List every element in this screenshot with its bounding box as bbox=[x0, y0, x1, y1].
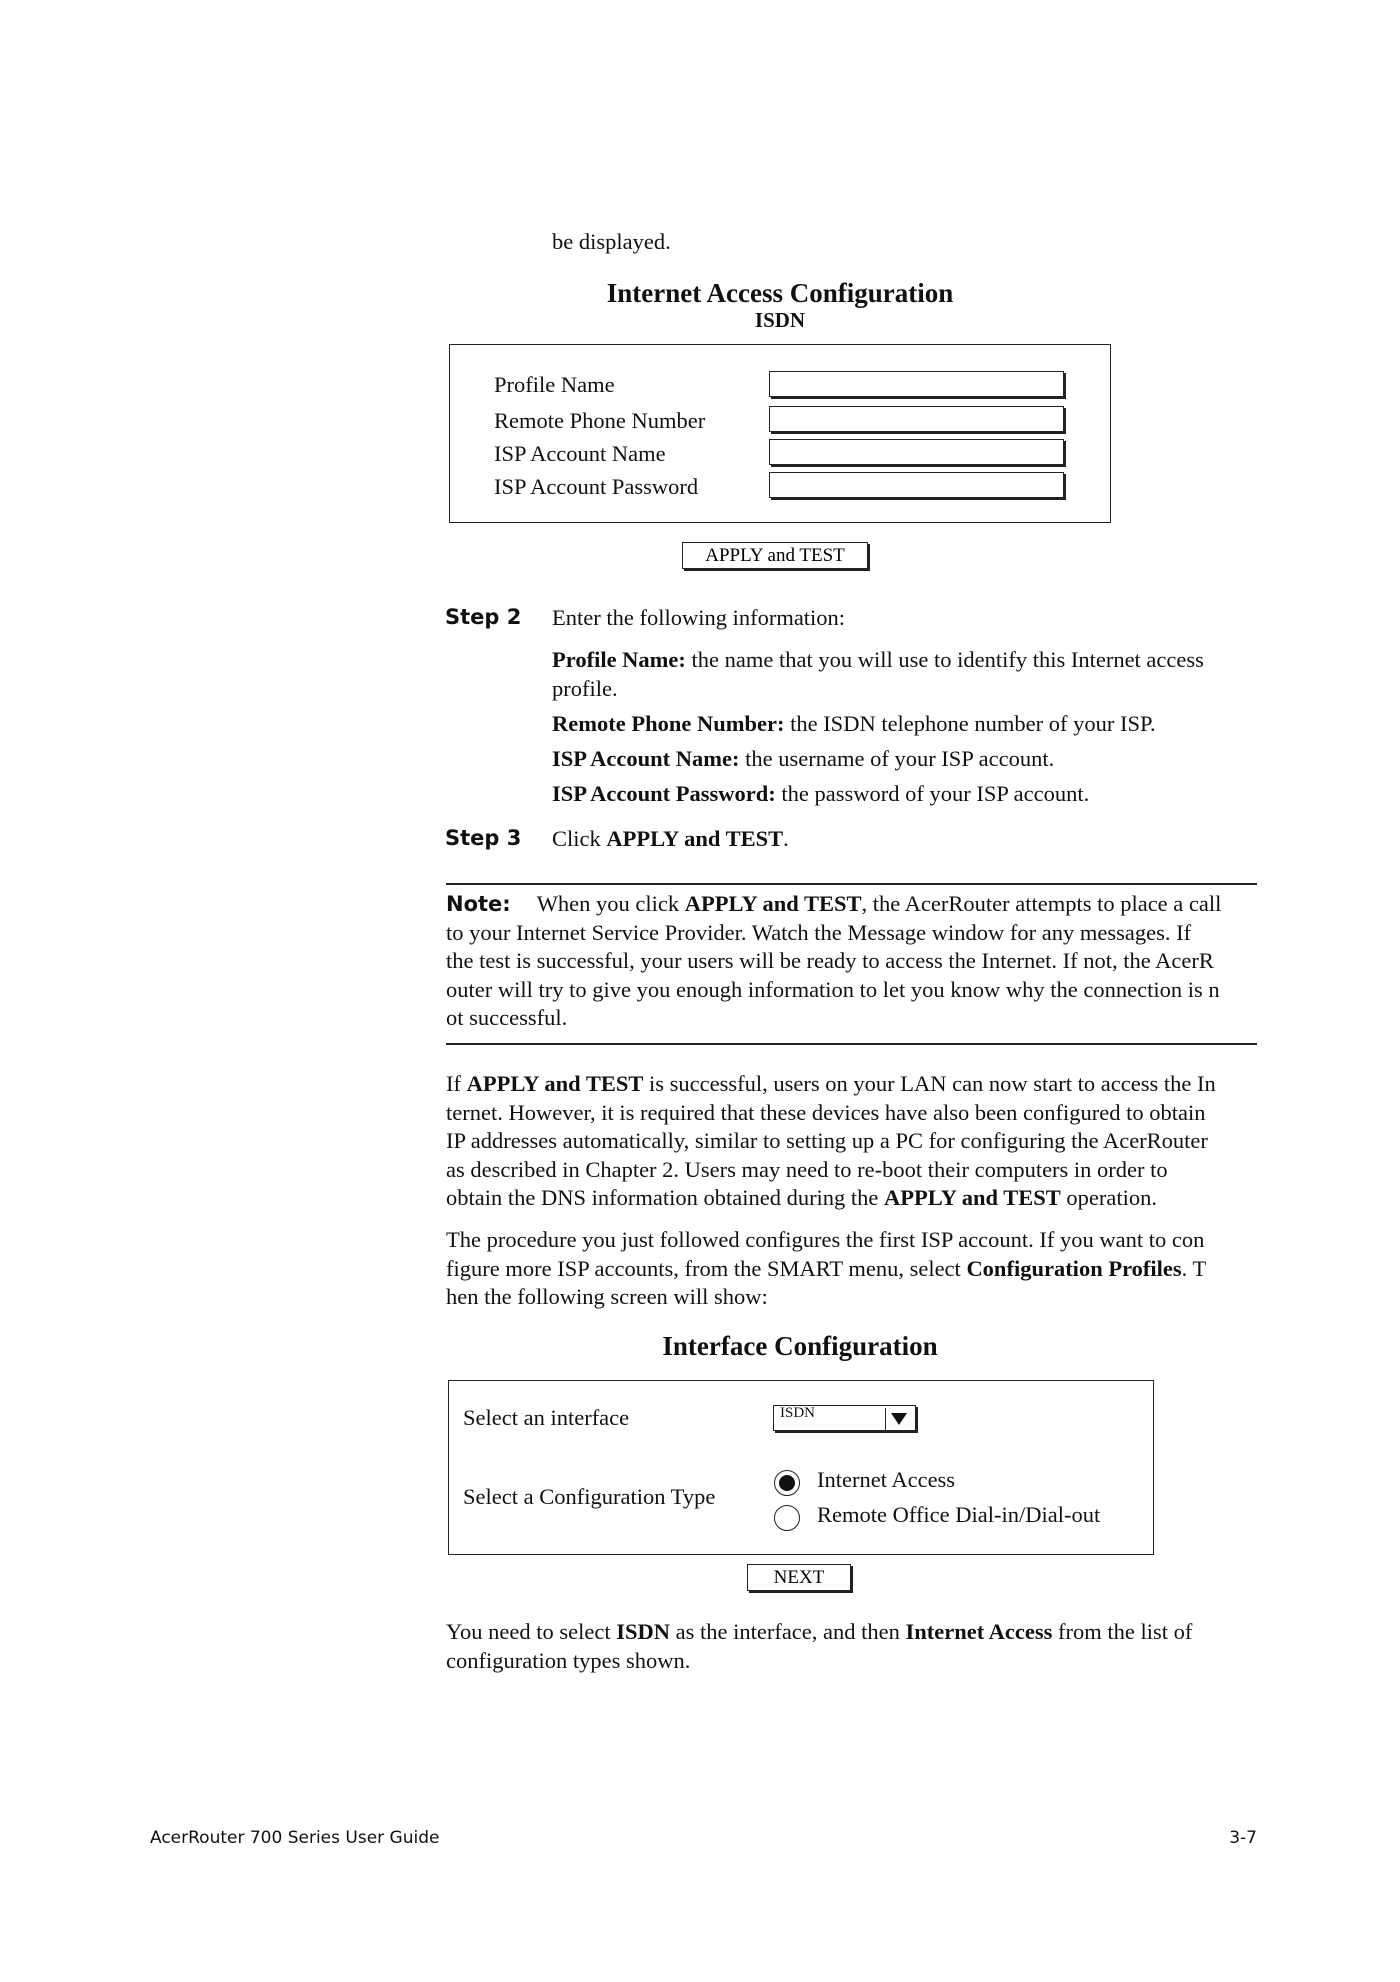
step2-item-remote-phone: Remote Phone Number: the ISDN telephone number of your ISP. bbox=[552, 711, 1156, 736]
note-label: Note: bbox=[446, 892, 511, 916]
step3-text: Click APPLY and TEST. bbox=[552, 826, 789, 851]
note-top-rule bbox=[446, 883, 1257, 885]
internet-access-subtitle: ISDN bbox=[754, 308, 806, 332]
paragraph-more-isp-accounts: The procedure you just followed configures the first ISP account. If you want to con figure more ISP accounts, from the SMART menu, select Configuration Profiles. T hen the following screen will show: bbox=[446, 1227, 1207, 1309]
isp-account-password-label: ISP Account Password bbox=[494, 474, 699, 499]
isp-account-name-label: ISP Account Name bbox=[494, 441, 666, 466]
config-type-label: Select a Configuration Type bbox=[463, 1484, 716, 1509]
remote-phone-number-field[interactable] bbox=[769, 406, 1064, 432]
intro-text: be displayed. bbox=[552, 229, 671, 254]
chevron-down-icon bbox=[885, 1408, 913, 1430]
footer-title: AcerRouter 700 Series User Guide bbox=[150, 1828, 440, 1848]
option-remote-office-label: Remote Office Dial-in/Dial-out bbox=[817, 1502, 1101, 1527]
remote-phone-number-label: Remote Phone Number bbox=[494, 408, 706, 433]
interface-config-title: Interface Configuration bbox=[662, 1331, 938, 1361]
apply-and-test-button[interactable]: APPLY and TEST bbox=[682, 542, 868, 569]
profile-name-label: Profile Name bbox=[494, 372, 615, 397]
interface-config-form bbox=[448, 1380, 1154, 1555]
isp-account-name-field[interactable] bbox=[769, 439, 1064, 465]
step3-label: Step 3 bbox=[445, 826, 522, 850]
step2-item-isp-account-name: ISP Account Name: the username of your ISP account. bbox=[552, 746, 1055, 771]
profile-name-field[interactable] bbox=[769, 371, 1064, 397]
internet-access-title: Internet Access Configuration bbox=[606, 278, 954, 308]
paragraph-apply-test-success: If APPLY and TEST is successful, users on your LAN can now start to access the In ternet. However, it is required that these devices have also been configured to obtain IP addresses automatically, similar to setting up a PC for configuring the AcerRouter as described in Chapter 2. Users may need to re-boot their computers in order to obtain the DNS information obtained during the APPLY and TEST operation. bbox=[446, 1071, 1216, 1210]
next-button[interactable]: NEXT bbox=[747, 1564, 851, 1591]
step2-item-isp-account-password: ISP Account Password: the password of your ISP account. bbox=[552, 781, 1090, 806]
option-internet-access-label: Internet Access bbox=[817, 1467, 956, 1492]
paragraph-select-isdn: You need to select ISDN as the interface, and then Internet Access from the list of configuration types shown. bbox=[446, 1619, 1193, 1673]
interface-select[interactable]: ISDN bbox=[773, 1405, 916, 1431]
radio-remote-office[interactable] bbox=[774, 1505, 800, 1531]
step2-text: Enter the following information: bbox=[552, 605, 846, 630]
isp-account-password-field[interactable] bbox=[769, 472, 1064, 498]
note-bottom-rule bbox=[446, 1043, 1257, 1045]
select-interface-label: Select an interface bbox=[463, 1405, 630, 1430]
radio-internet-access[interactable] bbox=[774, 1470, 800, 1496]
note-block: Note: When you click APPLY and TEST, the AcerRouter attempts to place a call to your Internet Service Provider. Watch the Message window for any messages. If the test is successful, your users will be ready to access the Internet. If not, the AcerR outer will try to give you enough information to let you know why the connection is n ot successful. bbox=[446, 891, 1222, 1030]
step2-item-profile-name: Profile Name: the name that you will use to identify this Internet access bbox=[552, 647, 1204, 672]
radio-selected-icon bbox=[779, 1475, 795, 1491]
step2-item-profile-name-cont: profile. bbox=[552, 676, 618, 701]
internet-access-form bbox=[449, 344, 1111, 523]
step2-label: Step 2 bbox=[445, 605, 522, 629]
page-number: 3-7 bbox=[1229, 1828, 1257, 1848]
